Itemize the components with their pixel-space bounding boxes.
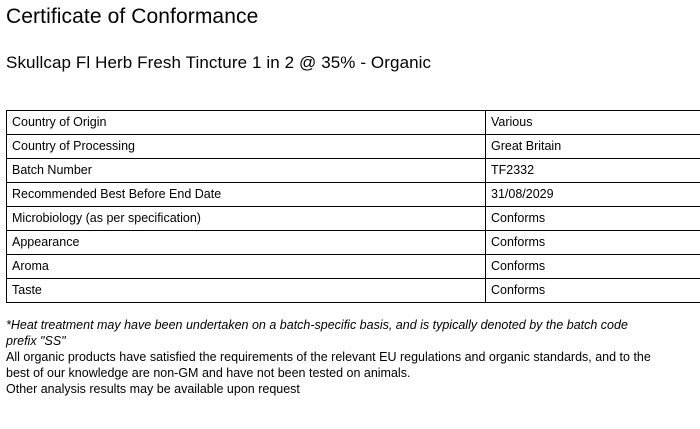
table-cell-value: Conforms (486, 207, 700, 231)
table-row (7, 159, 700, 183)
table-cell-value: 31/08/2029 (486, 183, 700, 207)
table-cell-value: TF2332 (486, 159, 700, 183)
table-row (7, 111, 700, 135)
table-row (7, 255, 700, 279)
table-cell-label: Aroma (7, 255, 486, 279)
table-cell-value: Great Britain (486, 135, 700, 159)
footer-notes (6, 317, 694, 397)
table-cell-label: Microbiology (as per specification) (7, 207, 486, 231)
table-cell-label: Recommended Best Before End Date (7, 183, 486, 207)
heat-treatment-note-line-1: *Heat treatment may have been undertaken on a batch-specific basis, and is typically denoted by the batch code (6, 317, 694, 333)
table-cell-label: Batch Number (7, 159, 486, 183)
table-cell-value: Conforms (486, 255, 700, 279)
certificate-page (0, 4, 700, 429)
heat-treatment-note-line-2: prefix "SS" (6, 333, 694, 349)
table-cell-label: Taste (7, 279, 486, 303)
table-cell-value: Conforms (486, 279, 700, 303)
organic-note-line-1: All organic products have satisfied the requirements of the relevant EU regulations and organic standards, and to the (6, 349, 694, 365)
table-row (7, 231, 700, 255)
organic-note (6, 349, 694, 381)
page-title: Certificate of Conformance (6, 4, 694, 30)
table-cell-value: Conforms (486, 231, 700, 255)
specification-table (6, 110, 700, 303)
product-name: Skullcap Fl Herb Fresh Tincture 1 in 2 @ 35% - Organic (6, 52, 694, 74)
table-cell-value: Various (486, 111, 700, 135)
table-row (7, 183, 700, 207)
analysis-note: Other analysis results may be available upon request (6, 381, 694, 397)
table-row (7, 207, 700, 231)
table-row (7, 279, 700, 303)
table-row (7, 135, 700, 159)
table-cell-label: Country of Origin (7, 111, 486, 135)
table-cell-label: Appearance (7, 231, 486, 255)
heat-treatment-note (6, 317, 694, 349)
organic-note-line-2: best of our knowledge are non-GM and have not been tested on animals. (6, 365, 694, 381)
table-cell-label: Country of Processing (7, 135, 486, 159)
